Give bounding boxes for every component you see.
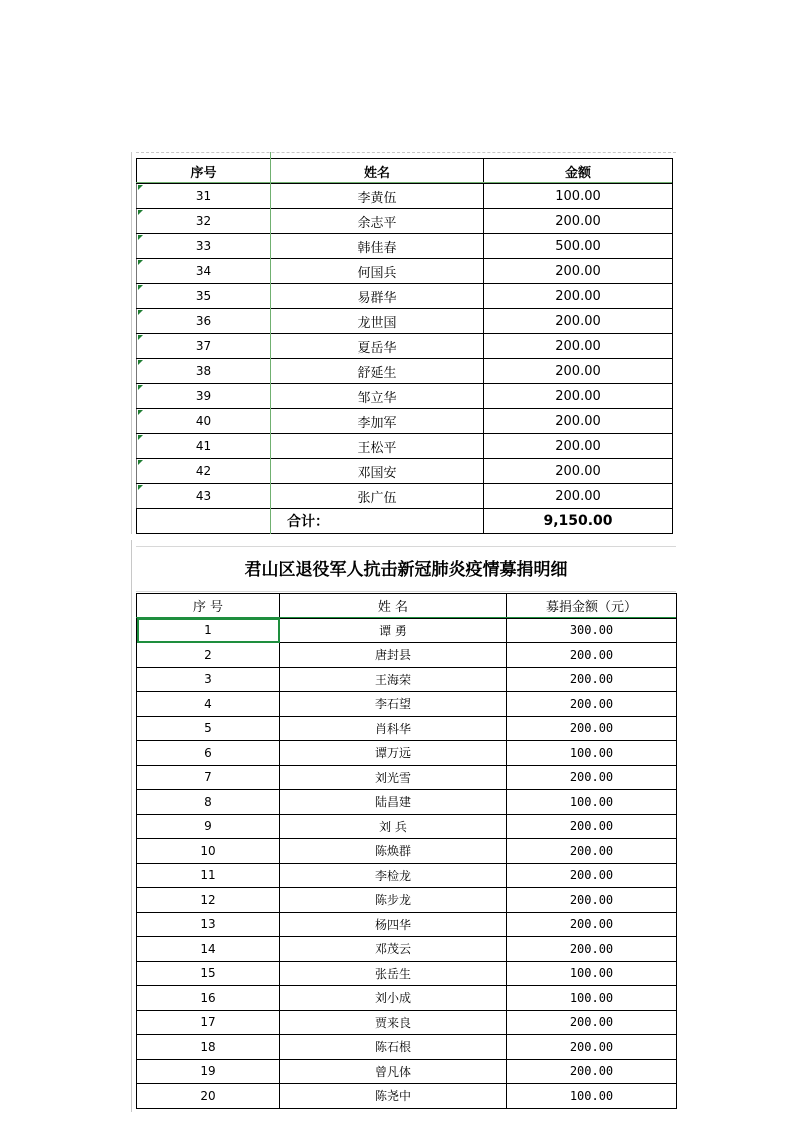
cell-amount-text: 100.00 [555, 188, 601, 204]
cell-index-text: 42 [195, 464, 212, 478]
cell-amount[interactable] [484, 259, 673, 284]
cell-name-text: 龙世国 [357, 315, 397, 331]
header-name[interactable]: 姓 名 [280, 594, 507, 619]
table-row [137, 384, 673, 409]
cell-name[interactable]: 陈焕群 [280, 839, 507, 864]
cell-name-text: 舒延生 [357, 365, 397, 381]
cell-index[interactable]: 2 [137, 643, 280, 668]
row-gridline [136, 182, 672, 183]
header-amount[interactable]: 募捐金额（元） [507, 594, 677, 619]
cell-index[interactable]: 7 [137, 765, 280, 790]
cell-name[interactable]: 李检龙 [280, 863, 507, 888]
cell-amount[interactable] [484, 484, 673, 509]
cell-name-text: 余志平 [357, 215, 397, 231]
total-value[interactable]: 9,150.00 [484, 509, 673, 534]
cell-index[interactable] [137, 209, 271, 234]
cell-name-text: 王松平 [357, 440, 397, 456]
cell-amount-text: 200.00 [555, 263, 601, 279]
table-header-row [137, 594, 677, 619]
sheet-title[interactable]: 君山区退役军人抗击新冠肺炎疫情募捐明细 [244, 560, 568, 580]
cell-index[interactable] [137, 184, 271, 209]
cell-index-text: 32 [195, 214, 212, 228]
cell-amount[interactable] [484, 284, 673, 309]
total-label[interactable]: 合计： [271, 509, 484, 534]
cell-amount-text: 200.00 [555, 338, 601, 354]
cell-name[interactable] [271, 209, 484, 234]
cell-index[interactable]: 10 [137, 839, 280, 864]
cell-name-text: 邹立华 [357, 390, 397, 406]
cell-name[interactable]: 刘光雪 [280, 765, 507, 790]
cell-name[interactable]: 贾来良 [280, 1010, 507, 1035]
cell-amount-text: 200.00 [555, 463, 601, 479]
table-row [137, 1059, 677, 1084]
row-header-edge [131, 540, 132, 1112]
cell-amount[interactable] [484, 359, 673, 384]
column-gridline [270, 152, 271, 534]
cell-index[interactable] [137, 459, 271, 484]
cell-index[interactable]: 4 [137, 692, 280, 717]
cell-name[interactable] [271, 234, 484, 259]
cell-index[interactable] [137, 384, 271, 409]
table-row [137, 1084, 677, 1109]
cell-name[interactable]: 刘小成 [280, 986, 507, 1011]
cell-name[interactable]: 曾凡体 [280, 1059, 507, 1084]
error-indicator-icon [138, 185, 143, 190]
cell-index[interactable]: 19 [137, 1059, 280, 1084]
cell-amount[interactable]: 200.00 [507, 716, 677, 741]
cell-index[interactable]: 17 [137, 1010, 280, 1035]
cell-name-text: 韩佳春 [357, 240, 397, 256]
cell-index-text: 40 [195, 414, 212, 428]
cell-amount-text: 200.00 [555, 388, 601, 404]
error-indicator-icon [138, 435, 143, 440]
cell-name[interactable]: 张岳生 [280, 961, 507, 986]
table-row [137, 334, 673, 359]
table-row [137, 643, 677, 668]
cell-name[interactable] [271, 434, 484, 459]
cell-index[interactable] [137, 259, 271, 284]
table-row [137, 209, 673, 234]
cell-name[interactable]: 陈尧中 [280, 1084, 507, 1109]
title-row [136, 546, 676, 592]
cell-amount[interactable]: 200.00 [507, 1059, 677, 1084]
table-row [137, 459, 673, 484]
cell-index[interactable]: 6 [137, 741, 280, 766]
cell-index[interactable]: 11 [137, 863, 280, 888]
cell-amount[interactable]: 300.00 [507, 618, 677, 643]
cell-amount[interactable] [484, 434, 673, 459]
cell-name-text: 邓国安 [357, 465, 397, 481]
cell-name-text: 李加军 [357, 415, 397, 431]
cell-name[interactable] [271, 259, 484, 284]
cell-index-text: 36 [195, 314, 212, 328]
cell-amount[interactable] [484, 334, 673, 359]
cell-amount[interactable]: 200.00 [507, 863, 677, 888]
cell-amount-text: 200.00 [555, 213, 601, 229]
error-indicator-icon [138, 485, 143, 490]
cell-index-text: 38 [195, 364, 212, 378]
table-row [137, 434, 673, 459]
cell-amount-text: 200.00 [555, 413, 601, 429]
cell-index[interactable]: 20 [137, 1084, 280, 1109]
table-row [137, 1010, 677, 1035]
table-header-row [137, 159, 673, 184]
cell-index[interactable]: 3 [137, 667, 280, 692]
total-empty-cell[interactable] [137, 509, 271, 534]
cell-name[interactable]: 肖科华 [280, 716, 507, 741]
error-indicator-icon [138, 385, 143, 390]
cell-name-text: 易群华 [357, 290, 397, 306]
cell-name[interactable]: 陆昌建 [280, 790, 507, 815]
cell-amount[interactable]: 200.00 [507, 643, 677, 668]
cell-index[interactable]: 18 [137, 1035, 280, 1060]
cell-amount-text: 200.00 [555, 313, 601, 329]
cell-amount[interactable] [484, 409, 673, 434]
cell-amount[interactable]: 200.00 [507, 888, 677, 913]
cell-amount-text: 500.00 [555, 238, 601, 254]
cell-name[interactable]: 陈步龙 [280, 888, 507, 913]
cell-amount[interactable]: 200.00 [507, 765, 677, 790]
error-indicator-icon [138, 410, 143, 415]
table-row [137, 667, 677, 692]
header-name[interactable]: 姓名 [271, 159, 484, 184]
cell-index[interactable] [137, 309, 271, 334]
error-indicator-icon [138, 310, 143, 315]
cell-index-text: 33 [195, 239, 212, 253]
table-row [137, 986, 677, 1011]
cell-amount[interactable]: 100.00 [507, 961, 677, 986]
cell-name[interactable]: 谭 勇 [280, 618, 507, 643]
cell-index[interactable] [137, 484, 271, 509]
selected-cell[interactable]: 1 [137, 618, 280, 643]
cell-index-text: 39 [195, 389, 212, 403]
cell-amount[interactable] [484, 459, 673, 484]
cell-name-text: 李黄伍 [357, 190, 397, 206]
table-row [137, 888, 677, 913]
cell-name[interactable] [271, 384, 484, 409]
cell-index[interactable]: 15 [137, 961, 280, 986]
error-indicator-icon [138, 210, 143, 215]
cell-index[interactable]: 8 [137, 790, 280, 815]
table-row [137, 790, 677, 815]
cell-name[interactable] [271, 484, 484, 509]
cell-name[interactable] [271, 459, 484, 484]
cell-index[interactable] [137, 434, 271, 459]
cell-index[interactable]: 9 [137, 814, 280, 839]
cell-amount-text: 200.00 [555, 488, 601, 504]
cell-name[interactable] [271, 284, 484, 309]
table-row [137, 961, 677, 986]
cell-name[interactable]: 唐封县 [280, 643, 507, 668]
cell-index-text: 34 [195, 264, 212, 278]
cell-index[interactable] [137, 409, 271, 434]
table-row [137, 839, 677, 864]
table-row [137, 259, 673, 284]
donation-table-2 [136, 593, 677, 1109]
table-row [137, 309, 673, 334]
table-row [137, 484, 673, 509]
donation-table-1 [136, 158, 673, 534]
cell-index[interactable] [137, 284, 271, 309]
cell-name[interactable]: 杨四华 [280, 912, 507, 937]
table-row [137, 359, 673, 384]
cell-amount[interactable]: 100.00 [507, 741, 677, 766]
table-row [137, 618, 677, 643]
cell-index-text: 35 [195, 289, 212, 303]
table-row [137, 1035, 677, 1060]
cell-amount[interactable]: 200.00 [507, 814, 677, 839]
cell-name[interactable]: 刘 兵 [280, 814, 507, 839]
error-indicator-icon [138, 235, 143, 240]
cell-name[interactable]: 邓茂云 [280, 937, 507, 962]
cell-amount[interactable]: 200.00 [507, 1035, 677, 1060]
page-break-line [136, 152, 676, 153]
row-header-edge [131, 152, 132, 534]
cell-amount[interactable]: 200.00 [507, 937, 677, 962]
table-row [137, 409, 673, 434]
cell-name[interactable] [271, 359, 484, 384]
table-row [137, 765, 677, 790]
cell-name[interactable] [271, 309, 484, 334]
total-row [137, 509, 673, 534]
cell-amount[interactable] [484, 384, 673, 409]
cell-amount[interactable]: 200.00 [507, 912, 677, 937]
table-row [137, 912, 677, 937]
cell-index[interactable]: 5 [137, 716, 280, 741]
cell-name[interactable] [271, 334, 484, 359]
row-gridline [136, 617, 676, 618]
cell-index[interactable]: 13 [137, 912, 280, 937]
cell-amount[interactable] [484, 209, 673, 234]
cell-name[interactable] [271, 184, 484, 209]
table-row [137, 716, 677, 741]
header-index[interactable]: 序号 [137, 159, 271, 184]
cell-index[interactable]: 12 [137, 888, 280, 913]
cell-name[interactable]: 陈石根 [280, 1035, 507, 1060]
cell-name[interactable]: 王海荣 [280, 667, 507, 692]
cell-index[interactable] [137, 359, 271, 384]
cell-index-text: 37 [195, 339, 212, 353]
cell-index[interactable]: 14 [137, 937, 280, 962]
cell-index[interactable]: 16 [137, 986, 280, 1011]
table-row [137, 234, 673, 259]
cell-amount[interactable]: 100.00 [507, 986, 677, 1011]
cell-amount[interactable] [484, 234, 673, 259]
cell-name[interactable] [271, 409, 484, 434]
table-row [137, 863, 677, 888]
header-amount[interactable]: 金额 [484, 159, 673, 184]
table-row [137, 692, 677, 717]
cell-amount[interactable]: 200.00 [507, 667, 677, 692]
cell-amount[interactable]: 200.00 [507, 1010, 677, 1035]
cell-name-text: 夏岳华 [357, 340, 397, 356]
table-row [137, 184, 673, 209]
cell-amount[interactable]: 100.00 [507, 1084, 677, 1109]
cell-amount-text: 200.00 [555, 438, 601, 454]
error-indicator-icon [138, 260, 143, 265]
error-indicator-icon [138, 460, 143, 465]
cell-amount[interactable]: 200.00 [507, 692, 677, 717]
table-row [137, 814, 677, 839]
cell-index-text: 41 [195, 439, 212, 453]
table-row [137, 284, 673, 309]
cell-index[interactable] [137, 234, 271, 259]
cell-index[interactable] [137, 334, 271, 359]
cell-amount[interactable]: 100.00 [507, 790, 677, 815]
cell-index-text: 31 [195, 189, 212, 203]
cell-amount[interactable]: 200.00 [507, 839, 677, 864]
cell-amount-text: 200.00 [555, 288, 601, 304]
table-row [137, 937, 677, 962]
cell-name-text: 何国兵 [357, 265, 397, 281]
cell-name-text: 张广伍 [357, 490, 397, 506]
cell-name[interactable]: 李石望 [280, 692, 507, 717]
error-indicator-icon [138, 285, 143, 290]
cell-amount[interactable] [484, 309, 673, 334]
cell-amount-text: 200.00 [555, 363, 601, 379]
table-row [137, 741, 677, 766]
cell-name[interactable]: 谭万远 [280, 741, 507, 766]
cell-amount[interactable] [484, 184, 673, 209]
header-index[interactable]: 序 号 [137, 594, 280, 619]
error-indicator-icon [138, 335, 143, 340]
cell-index-text: 43 [195, 489, 212, 503]
error-indicator-icon [138, 360, 143, 365]
